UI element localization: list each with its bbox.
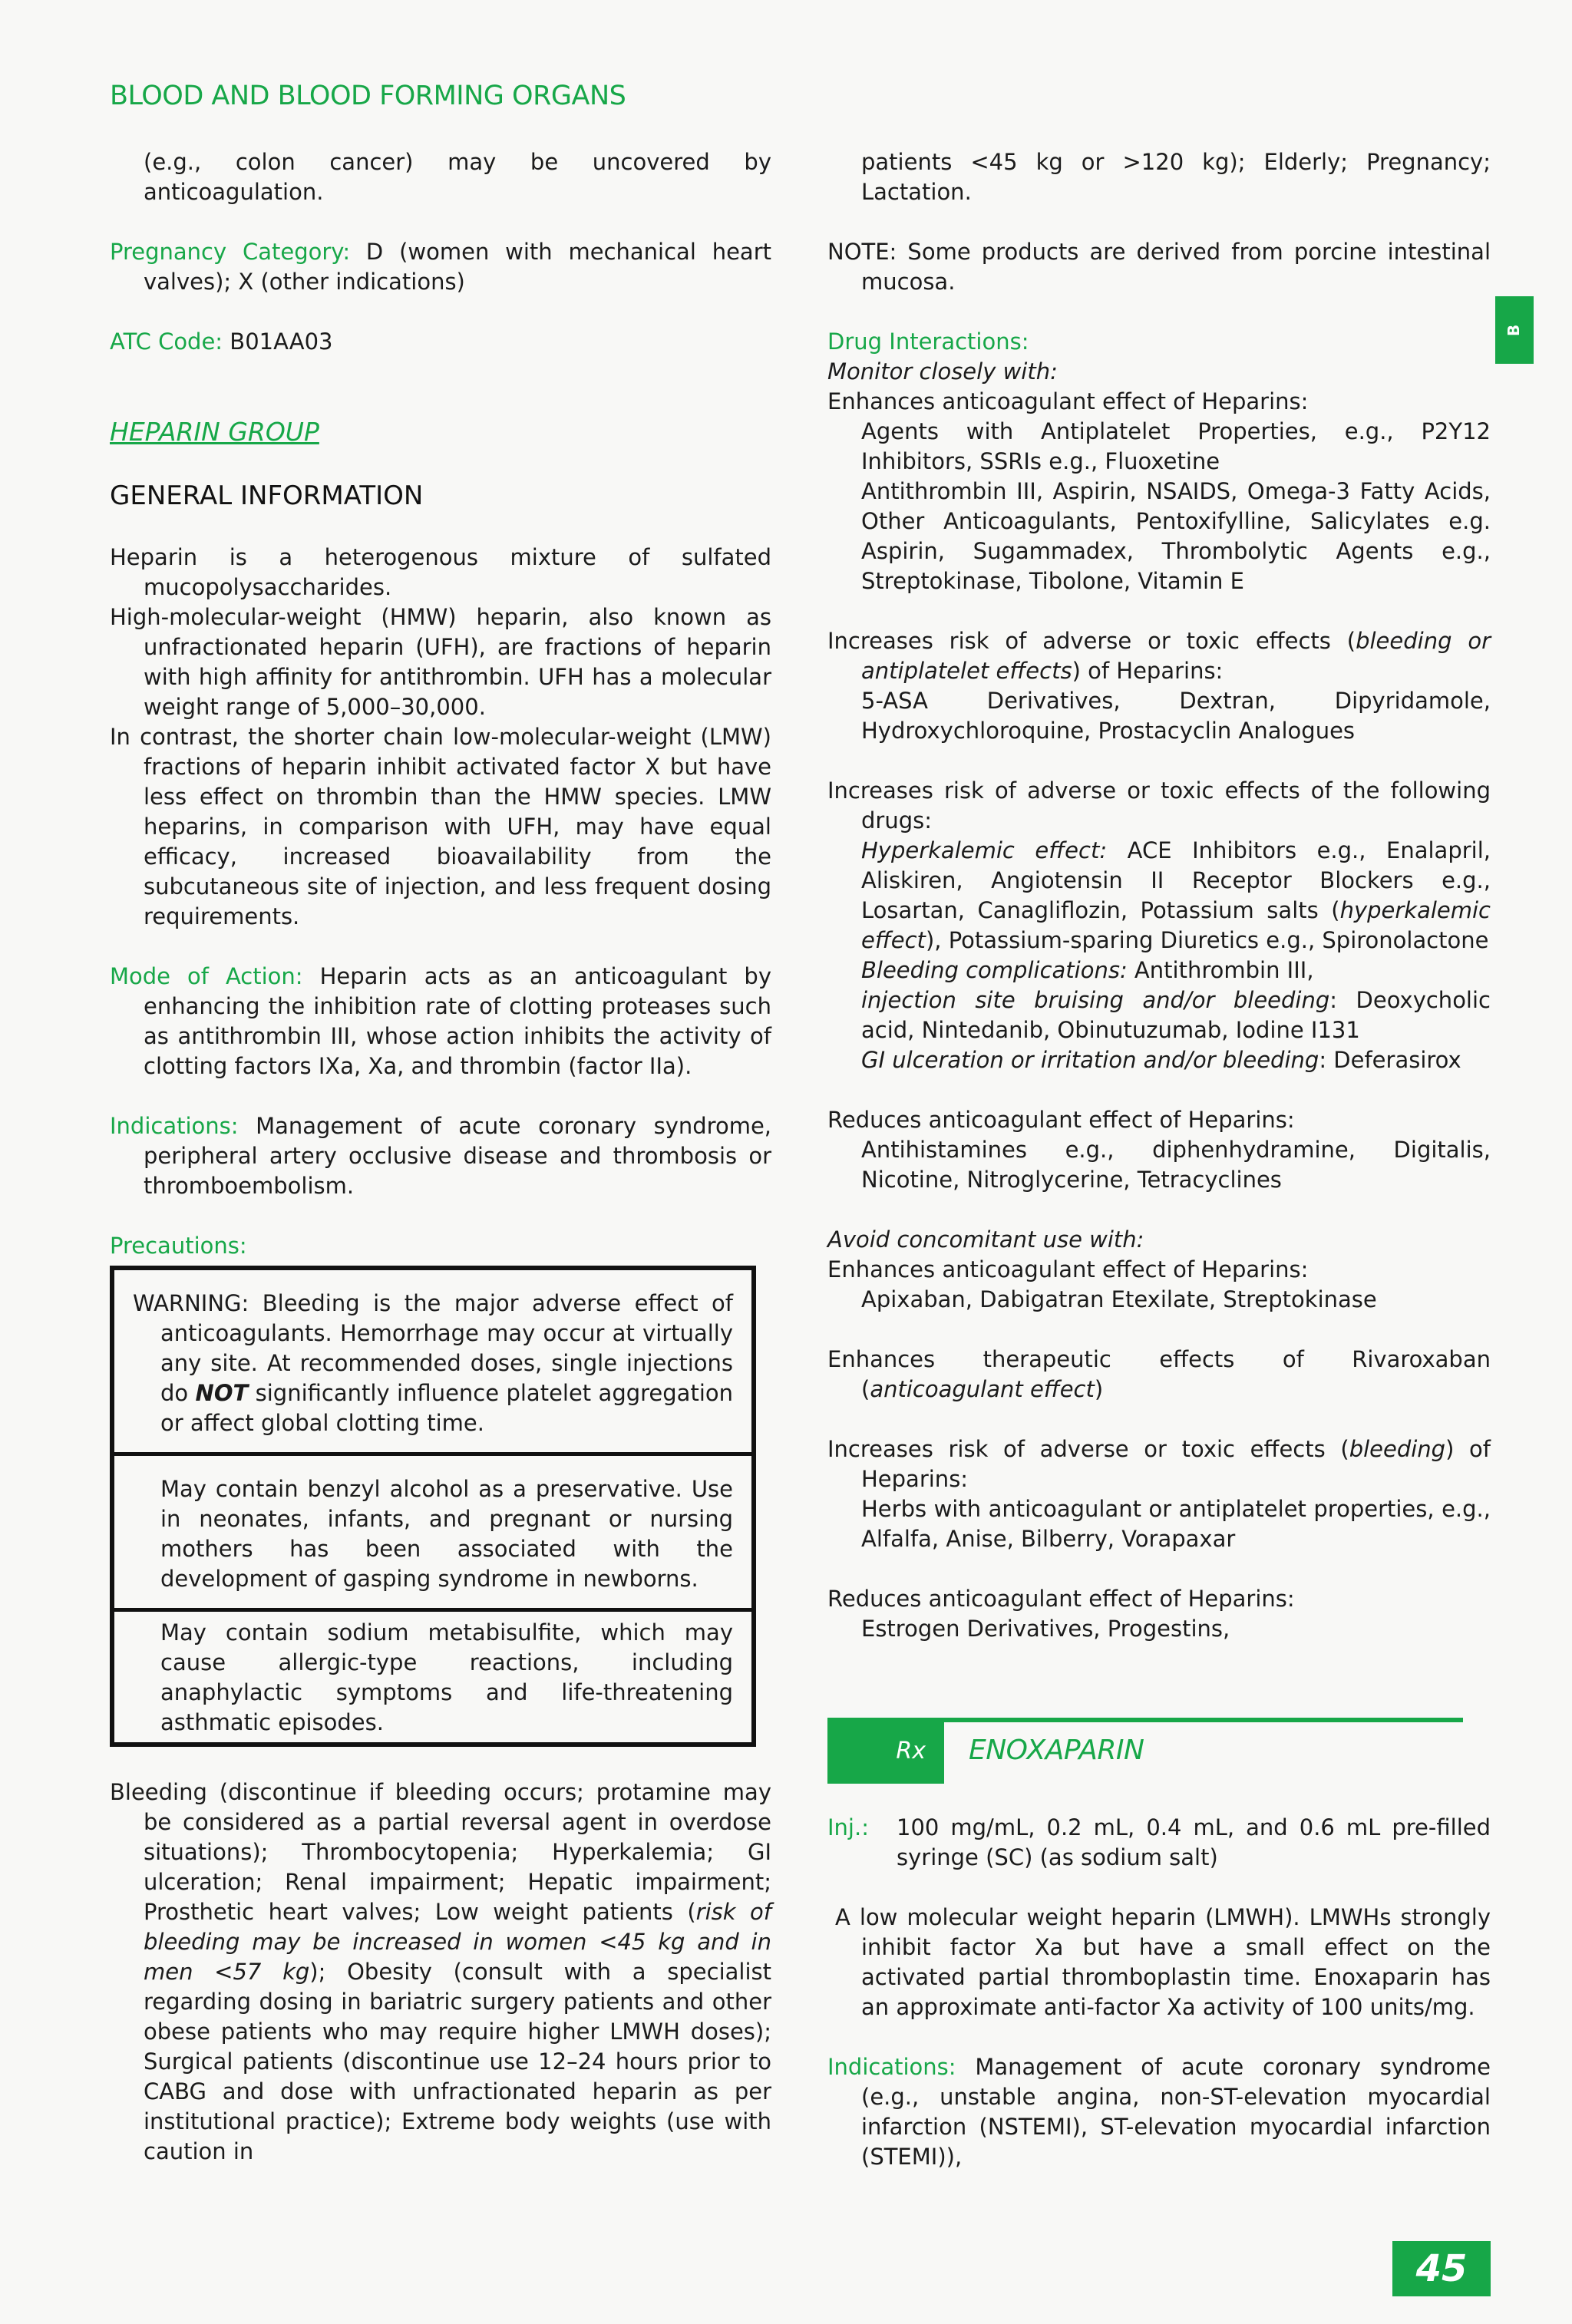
enhances-list-2: Apixaban, Dabigatran Etexilate, Streptokinase xyxy=(861,1286,1377,1312)
risk-heading-2: Increases risk of adverse or toxic effects of the following drugs: xyxy=(827,777,1491,834)
sulfite-cell xyxy=(114,1608,751,1742)
bleeding-text-b: ); Obesity (consult with a specialist regarding dosing in bariatric surgery patients and other obese patients who may require higher LMWH doses); Surgical patients (discontinue use 12–24 hours prior to CABG and dose with unfractionated heparin as per institutional practice); Extreme body weights (use with caution in xyxy=(144,1959,771,2164)
injection-text: 100 mg/mL, 0.2 mL, 0.4 mL, and 0.6 mL pre-filled syringe (SC) (as sodium salt) xyxy=(897,1814,1491,1870)
hyperk-label: Hyperkalemic effect: xyxy=(861,837,1108,863)
gi-text: : Deferasirox xyxy=(1319,1047,1461,1073)
warning-box xyxy=(110,1266,756,1747)
atc-label: ATC Code: xyxy=(110,328,223,355)
moa-text: Heparin acts as an anticoagulant by enhancing the inhibition rate of clotting proteases such as antithrombin III, whose action inhibits the activity of clotting factors IXa, Xa, and thrombin (factor IIa). xyxy=(144,963,771,1079)
hyperk-a: ACE Inhibitors e.g., Enalapril, Aliskiren, Angiotensin II Receptor Blockers e.g., Losartan, Canagliflozin, Potassium salts ( xyxy=(861,837,1491,923)
note xyxy=(827,237,1491,297)
bleeding-text-italic: risk of bleeding may be increased in women <45 kg and in men <57 kg xyxy=(144,1899,771,1985)
pregnancy-category xyxy=(110,237,771,297)
section-tab-letter: B xyxy=(1504,324,1524,336)
section-tab xyxy=(1495,296,1534,364)
enhances-heading-1: Enhances anticoagulant effect of Heparins: xyxy=(827,388,1309,414)
risk1-a: Increases risk of adverse or toxic effects ( xyxy=(827,628,1356,654)
risk-list-3: Herbs with anticoagulant or antiplatelet properties, e.g., Alfalfa, Anise, Bilberry, Vorapaxar xyxy=(861,1496,1491,1552)
warning-text-a: Bleeding is the major adverse effect of anticoagulants. Hemorrhage may occur at virtually any site. At recommended doses, single injections do xyxy=(160,1290,733,1406)
reduces-heading-2: Reduces anticoagulant effect of Heparins: xyxy=(827,1586,1295,1612)
hyperk-b: ), Potassium-sparing Diuretics e.g., Spironolactone xyxy=(925,927,1489,953)
general-info-para-2: High-molecular-weight (HMW) heparin, also known as unfractionated heparin (UFH), are fractions of heparin with high affinity for antithrombin. UFH has a molecular weight range of 5,000–30,000. xyxy=(110,604,771,720)
risk-heading-3 xyxy=(827,1434,1491,1494)
warning-not: NOT xyxy=(195,1380,249,1406)
continued-text: (e.g., colon cancer) may be uncovered by anticoagulation. xyxy=(144,149,771,205)
enoxaparin-description: A low molecular weight heparin (LMWH). LMWHs strongly inhibit factor Xa but have a small effect on the activated partial thromboplastin time. Enoxaparin has an approximate anti-factor Xa activity of 100 units/mg. xyxy=(835,1904,1491,2020)
reduces-list-1: Antihistamines e.g., diphenhydramine, Digitalis, Nicotine, Nitroglycerine, Tetracyclines xyxy=(861,1137,1491,1193)
injection-label: Inj.: xyxy=(827,1814,869,1840)
general-info-heading: GENERAL INFORMATION xyxy=(110,480,424,511)
bleeding-precautions xyxy=(110,1778,771,2167)
right-column xyxy=(827,147,1491,1644)
general-info-para-3: In contrast, the shorter chain low-molecular-weight (LMW) fractions of heparin inhibit activated factor X but have less effect on thrombin than the HMW species. LMW heparins, in comparison with UFH, may have equal efficacy, increased bioavailability from the subcutaneous site of injection, and less frequent dosing requirements. xyxy=(110,724,771,929)
enhances-list-1a: Agents with Antiplatelet Properties, e.g., P2Y12 Inhibitors, SSRIs e.g., Fluoxetine xyxy=(861,418,1491,474)
injection-site-item xyxy=(827,985,1491,1045)
enhances-heading-2: Enhances anticoagulant effect of Heparins: xyxy=(827,1256,1309,1282)
gi-ulceration-item xyxy=(827,1045,1491,1075)
section-title: HEPARIN GROUP xyxy=(110,417,319,447)
precautions-heading: Precautions: xyxy=(110,1233,247,1259)
inj-label: injection site bruising and/or bleeding xyxy=(861,987,1330,1013)
bleedc-label: Bleeding complications: xyxy=(861,957,1128,983)
moa-label: Mode of Action: xyxy=(110,963,303,989)
pregnancy-text: D (women with mechanical heart valves); X (other indications) xyxy=(144,239,771,295)
enox-indications-label: Indications: xyxy=(827,2054,956,2080)
warning-text xyxy=(133,1289,733,1438)
ther-italic: anticoagulant effect xyxy=(870,1376,1095,1402)
drug-name: ENOXAPARIN xyxy=(969,1735,1144,1766)
atc-code xyxy=(110,327,771,357)
warning-text-b: significantly influence platelet aggregation or affect global clotting time. xyxy=(160,1380,734,1436)
pregnancy-label: Pregnancy Category: xyxy=(110,239,351,265)
page-header: BLOOD AND BLOOD FORMING ORGANS xyxy=(110,81,626,111)
indications xyxy=(110,1111,771,1201)
sulfite-text: May contain sodium metabisulfite, which may cause allergic-type reactions, including anaphylactic symptoms and life-threatening asthmatic episodes. xyxy=(160,1619,733,1735)
risk3-italic: bleeding xyxy=(1349,1436,1446,1462)
risk1-b: ) of Heparins: xyxy=(1072,658,1224,684)
bleeding-complications-item xyxy=(827,956,1491,985)
ther-b: ) xyxy=(1094,1376,1104,1402)
indications-text: Management of acute coronary syndrome, peripheral artery occlusive disease and thrombosis or thromboembolism. xyxy=(144,1113,771,1199)
bleedc-text: Antithrombin III, xyxy=(1127,957,1314,983)
enoxaparin-section xyxy=(827,1813,1491,2172)
enhances-list-1b: Antithrombin III, Aspirin, NSAIDS, Omega-3 Fatty Acids, Other Anticoagulants, Pentoxifylline, Salicylates e.g. Aspirin, Sugammadex, Thrombolytic Agents e.g., Streptokinase, Tibolone, Vitamin E xyxy=(861,478,1491,594)
risk3-b: ) of Heparins: xyxy=(861,1436,1491,1492)
enox-indications-text: Management of acute coronary syndrome (e.g., unstable angina, non-ST-elevation myocardial infarction (NSTEMI), ST-elevation myocardial infarction (STEMI)), xyxy=(861,2054,1491,2170)
hyperk-italic: hyperkalemic effect xyxy=(861,897,1491,953)
general-info-para-1: Heparin is a heterogenous mixture of sulfated mucopolysaccharides. xyxy=(110,544,771,600)
risk3-a: Increases risk of adverse or toxic effects ( xyxy=(827,1436,1349,1462)
atc-text: B01AA03 xyxy=(223,328,333,355)
continued-patients: patients <45 kg or >120 kg); Elderly; Pregnancy; Lactation. xyxy=(861,149,1491,205)
inj-text: : Deoxycholic acid, Nintedanib, Obinutuzumab, Iodine I131 xyxy=(861,987,1491,1043)
benzyl-text: May contain benzyl alcohol as a preservative. Use in neonates, infants, and pregnant or nursing mothers has been associated with the development of gasping syndrome in newborns. xyxy=(160,1476,733,1592)
avoid-heading: Avoid concomitant use with: xyxy=(827,1226,1144,1253)
enoxaparin-header-bar xyxy=(827,1718,1491,1784)
page-number: 45 xyxy=(1392,2241,1491,2296)
gi-label: GI ulceration or irritation and/or bleeding xyxy=(861,1047,1319,1073)
mode-of-action xyxy=(110,962,771,1081)
rx-divider-line xyxy=(944,1718,1463,1722)
hyperkalemic-item xyxy=(827,836,1491,956)
risk1-italic: bleeding or antiplatelet effects xyxy=(861,628,1491,684)
enoxaparin-indications xyxy=(827,2052,1491,2172)
drug-interactions-heading: Drug Interactions: xyxy=(827,328,1029,355)
note-text: Some products are derived from porcine intestinal mucosa. xyxy=(861,239,1491,295)
warning-label: WARNING: xyxy=(133,1290,249,1316)
benzyl-cell xyxy=(114,1452,751,1608)
reduces-list-2: Estrogen Derivatives, Progestins, xyxy=(861,1616,1230,1642)
injection-info xyxy=(827,1813,1491,1873)
risk-list-1: 5-ASA Derivatives, Dextran, Dipyridamole, Hydroxychloroquine, Prostacyclin Analogues xyxy=(861,688,1491,744)
reduces-heading-1: Reduces anticoagulant effect of Heparins: xyxy=(827,1107,1295,1133)
rx-badge: Rx xyxy=(827,1718,944,1784)
risk-heading-1 xyxy=(827,626,1491,686)
ther-a: Enhances therapeutic effects of Rivaroxaban ( xyxy=(827,1346,1491,1402)
monitor-heading: Monitor closely with: xyxy=(827,358,1058,385)
bleeding-text-a: Bleeding (discontinue if bleeding occurs; protamine may be considered as a partial reversal agent in overdose situations); Thrombocytopenia; Hyperkalemia; GI ulceration; Renal impairment; Hepatic impairment; Prosthetic heart valves; Low weight patients ( xyxy=(110,1779,771,1925)
therapeutic-effects xyxy=(827,1345,1491,1405)
note-label: NOTE: xyxy=(827,239,897,265)
indications-label: Indications: xyxy=(110,1113,239,1139)
left-column xyxy=(110,147,771,2167)
warning-cell xyxy=(114,1270,751,1452)
